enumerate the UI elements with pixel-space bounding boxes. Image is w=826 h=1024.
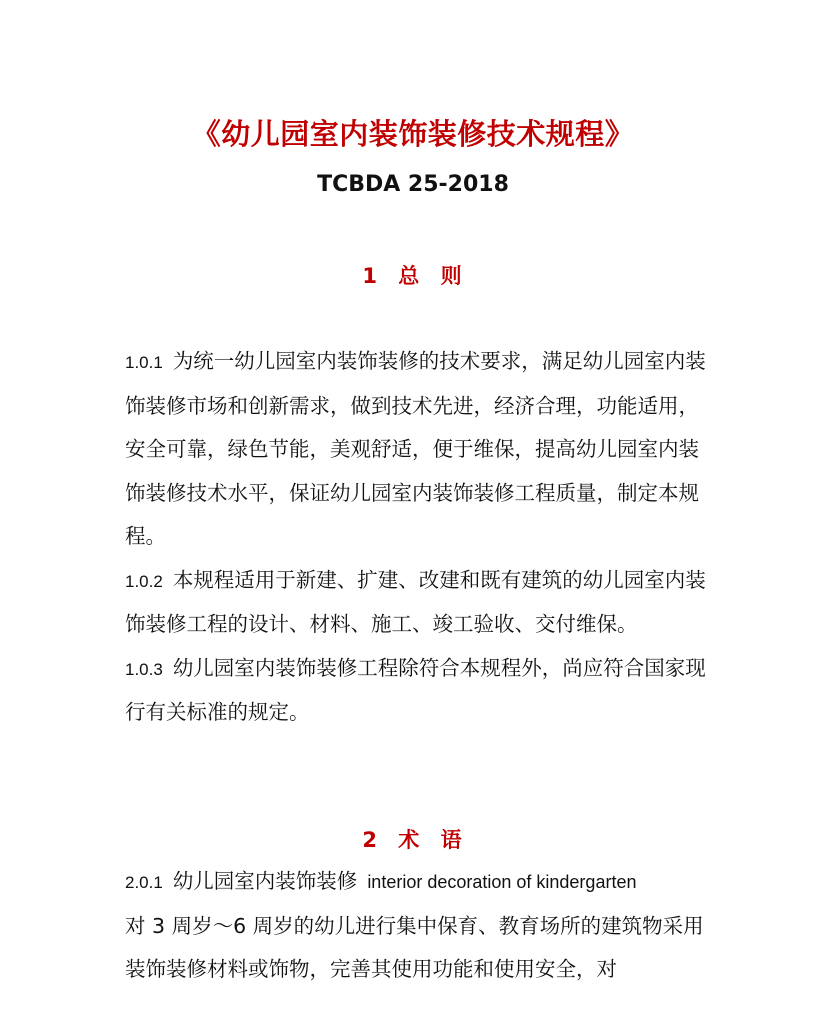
clause-1-0-2	[125, 559, 715, 647]
standard-code: TCBDA 25-2018	[317, 172, 509, 197]
term-name-cn: 幼儿园室内装饰装修	[172, 869, 358, 893]
clause-1-0-3	[125, 647, 715, 735]
clause-text: 为统一幼儿园室内装饰装修的技术要求，满足幼儿园室内装饰装修市场和创新需求，做到技术先进，经济合理，功能适用，安全可靠，绿色节能，美观舒适，便于维保，提高幼儿园室内装饰装修技术水平，保证幼儿园室内装饰装修工程质量，制定本规程。	[125, 349, 706, 548]
term-number: 2.0.1	[125, 873, 163, 892]
document-title: 《幼儿园室内装饰装修技术规程》	[191, 117, 635, 151]
section-heading-terms: 2 术 语	[362, 828, 464, 852]
term-2-0-1	[125, 860, 715, 905]
section-terms-body	[125, 860, 715, 992]
clause-1-0-1	[125, 340, 715, 559]
clause-number: 1.0.2	[125, 571, 163, 591]
clause-number: 1.0.1	[125, 353, 163, 372]
term-name-en: interior decoration of kindergarten	[367, 872, 637, 892]
section-general-body	[125, 340, 715, 735]
section-heading-general: 1 总 则	[362, 264, 464, 288]
clause-text: 本规程适用于新建、扩建、改建和既有建筑的幼儿园室内装饰装修工程的设计、材料、施工、竣工验收、交付维保。	[125, 567, 706, 636]
clause-number: 1.0.3	[125, 659, 163, 679]
term-definition: 对 3 周岁～6 周岁的幼儿进行集中保育、教育场所的建筑物采用装饰装修材料或饰物，完善其使用功能和使用安全，对	[125, 913, 704, 981]
clause-text: 幼儿园室内装饰装修工程除符合本规程外，尚应符合国家现行有关标准的规定。	[125, 655, 706, 724]
